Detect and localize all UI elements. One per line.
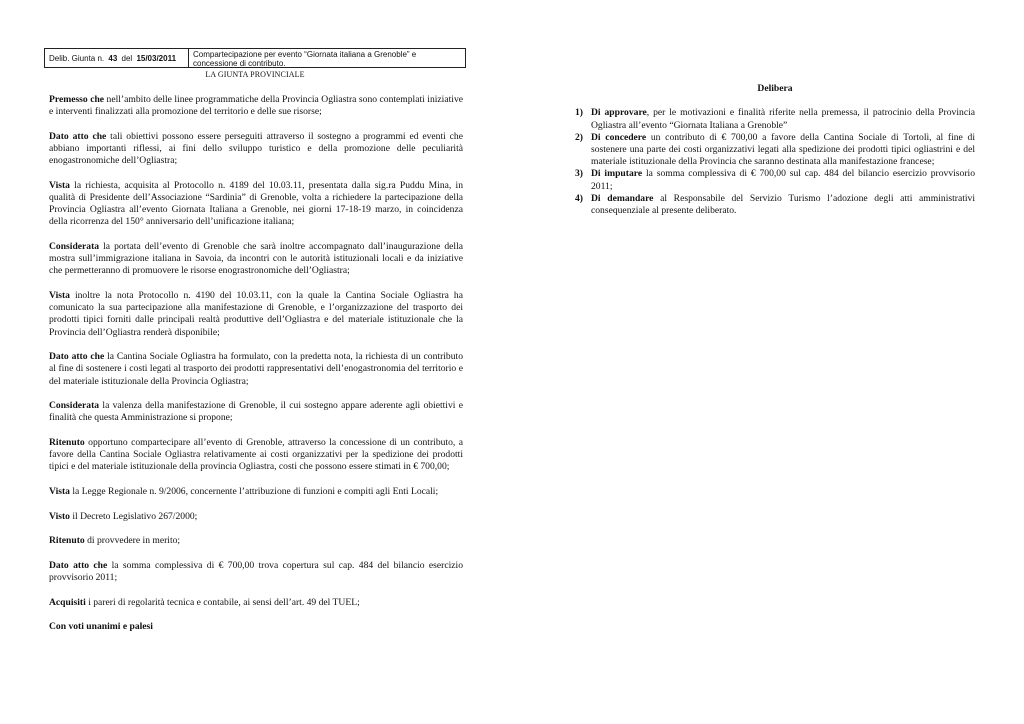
premise-text: di provvedere in merito; [84,535,181,547]
premise-paragraph [49,290,463,339]
premises-column [49,94,463,646]
delibera-item-number: 4) [575,192,583,204]
premise-paragraph [49,94,463,118]
premise-paragraph [49,351,463,388]
delib-del: del [121,53,133,63]
premise-text: tali obiettivi possono essere perseguiti attraverso il sostegno a programmi ed eventi che abbiano importanti riflessi, ai fini dello sviluppo turistico e della promozione delle peculiarità enogastronomiche dell’Ogliastra; [49,130,463,167]
premise-lead: Premesso che [49,94,105,105]
premise-text: la Legge Regionale n. 9/2006, concernente l’attribuzione di funzioni e compiti agli Enti Locali; [69,486,439,497]
premise-lead: Considerata [49,241,100,252]
delibera-item-body: un contributo di € 700,00 a favore della Cantina Sociale di Tortolì, al fine di sostenere una parte dei costi organizzativi legati alla spedizione dei prodotti tipici ogliastrini e del materiale istituzionale della Provincia che saranno destinata alla manifestazione francese; [591,131,975,168]
section-title: LA GIUNTA PROVINCIALE [205,70,305,79]
delibera-item-number: 2) [575,131,583,143]
premise-paragraph [49,560,463,584]
premise-text: la Cantina Sociale Ogliastra ha formulato, con la predetta nota, la richiesta di un contributo al fine di sostenere i costi legati al trasporto dei prodotti rappresentativi dell’enogastronomia del territorio e del materiale istituzionale della Provincia Ogliastra; [49,351,463,387]
delibera-item [575,107,975,131]
premise-paragraph [49,400,463,424]
delibera-item-number: 1) [575,107,583,119]
delibera-item-text [591,168,975,192]
delibera-item-body: , per le motivazioni e finalità riferite nella premessa, il patrocinio della Provincia Ogliastra all’evento “Giornata Italiana a Grenoble” [591,107,975,131]
delibera-item-lead: Di concedere [591,131,647,143]
delibera-item-lead: Di demandare [591,192,654,204]
delibera-item-body: al Responsabile del Servizio Turismo l’adozione degli atti amministrativi consequenziale al presente deliberato. [591,192,975,217]
premise-paragraph [49,241,463,278]
delib-reference [45,49,189,67]
premise-lead: Ritenuto [49,535,85,547]
premise-lead: Dato atto che [49,130,107,142]
premise-paragraph [49,180,463,229]
premise-text: opportuno compartecipare all’evento di Grenoble, attraverso la concessione di un contributo, a favore della Cantina Sociale Ogliastra relativamente ai costi organizzativi per la spedizione dei prodotti tipici e del materiale istituzionale della provincia Ogliastra, costi che possono essere stimati in € 700,00; [49,437,463,473]
delibera-title: Delibera [757,83,793,94]
premise-text: la portata dell’evento di Grenoble che sarà inoltre accompagnato dall’inaugurazione della mostra sull’immigrazione italiana in Savoia, da incontri con le autorità istituzionali locali e da iniziative che permetteranno di promuovere le risorse enograstronomiche dell’Ogliastra; [49,241,463,277]
delibera-item-lead: Di approvare [591,107,647,119]
premise-lead: Vista [49,290,70,301]
delib-prefix: Delib. Giunta n. [49,53,105,63]
premise-text: nell’ambito delle linee programmatiche della Provincia Ogliastra sono contemplati iniziative e interventi finalizzati alla promozione del territorio e delle sue risorse; [49,94,463,118]
premise-paragraph [49,535,463,547]
delibera-list [575,107,975,217]
delib-subject: Compartecipazione per evento “Giornata italiana a Grenoble” e concessione di contributo. [193,50,417,68]
delibera-item [575,168,975,192]
delibera-item-lead: Di imputare [591,168,643,180]
premise-text: inoltre la nota Protocollo n. 4190 del 10.03.11, con la quale la Cantina Sociale Ogliastra ha comunicato la sua partecipazione alla manifestazione di Grenoble, e l’organizzazione del trasporto dei prodotti tipici forniti dalle principali realtà produttive dell’Ogliastra e del materiale istituzionale che la Provincia dell’Ogliastra renderà disponibile; [49,290,463,338]
premise-paragraph [49,131,463,168]
delibera-item [575,132,975,169]
premise-paragraph [49,437,463,474]
premise-paragraph [49,511,463,523]
premise-lead: Dato atto che [49,559,108,571]
delib-number: 43 [108,53,118,63]
delibera-item-number: 3) [575,168,583,180]
premise-paragraph [49,486,463,498]
delibera-item [575,193,975,217]
delibera-item-text [591,193,975,217]
header-table [44,48,466,68]
premise-lead: Acquisiti [49,596,86,608]
premise-text: la richiesta, acquisita al Protocollo n. 4189 del 10.03.11, presentata dalla sig.ra Puddu Mina, in qualità di Presidente dell’Associazione “Sardinia” di Grenoble, volta a richiedere la partecipazione della Provincia Ogliastra all’evento Giornata Italiana a Grenoble, nei giorni 17-18-19 marzo, in coincidenza della ricorrenza del 150° anniversario dell’unificazione italiana; [49,179,463,228]
delib-date: 15/03/2011 [136,53,177,63]
premise-lead: Dato atto che [49,351,105,363]
premise-text: i pareri di regolarità tecnica e contabile, ai sensi dell’art. 49 del TUEL; [85,596,360,608]
premise-lead: Vista [49,179,70,191]
premise-lead: Considerata [49,400,100,412]
premise-text: il Decreto Legislativo 267/2000; [69,510,198,522]
delibera-column [575,83,975,217]
delibera-item-text [591,107,975,131]
premise-lead: Visto [49,510,70,522]
premise-lead: Vista [49,486,70,497]
premise-lead: Ritenuto [49,437,85,448]
premise-paragraph [49,597,463,609]
delibera-item-body: la somma complessiva di € 700,00 sul cap. 484 del bilancio esercizio provvisorio 2011; [591,168,975,192]
delibera-item-text [591,132,975,169]
premise-text: la somma complessiva di € 700,00 trova copertura sul cap. 484 del bilancio esercizio provvisorio 2011; [49,559,463,583]
premise-lead: Con voti unanimi e palesi [49,621,153,633]
premise-text: la valenza della manifestazione di Grenoble, il cui sostegno appare aderente agli obiettivi e finalità che questa Amministrazione si propone; [49,400,463,424]
premise-paragraph [49,621,463,633]
